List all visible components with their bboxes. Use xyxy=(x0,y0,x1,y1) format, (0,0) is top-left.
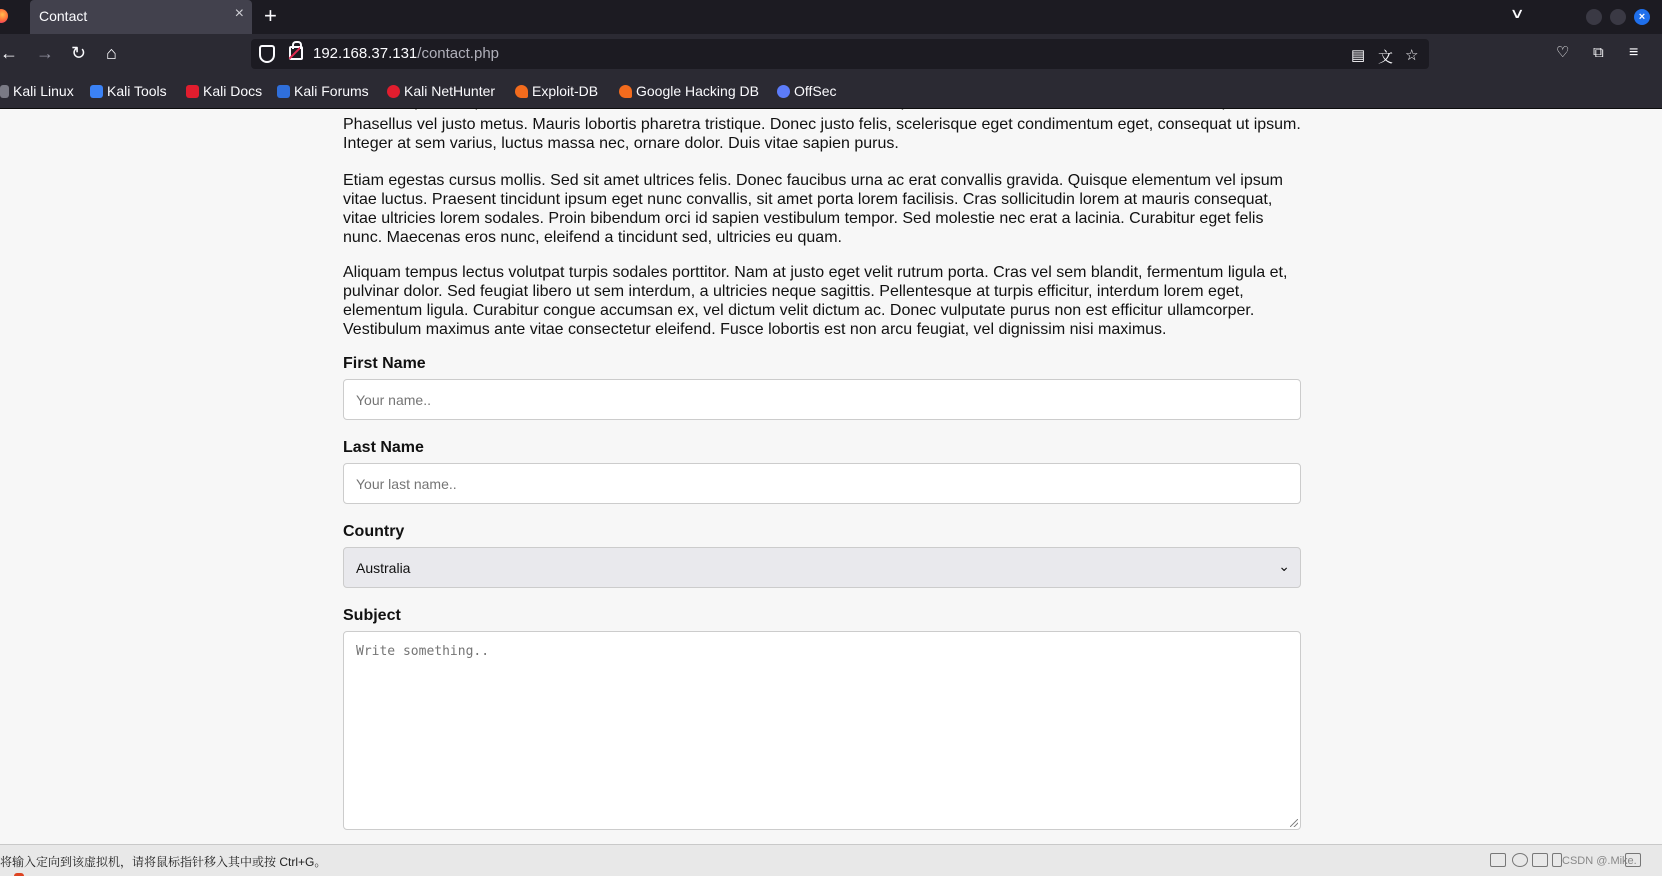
fullscreen-icon[interactable] xyxy=(1625,853,1641,867)
tab-bar xyxy=(0,0,1662,34)
address-bar[interactable] xyxy=(251,39,1429,69)
forward-arrow-icon[interactable]: → xyxy=(36,43,54,63)
paragraph-3: Aliquam tempus lectus volutpat turpis sodales porttitor. Nam at justo eget velit rutrum porta. Cras vel sem blandit, fermentum ligula et, pulvinar dolor. Sed feugiat libero ut sem interdum, a ultricies neque sagittis. Pellentesque at turpis efficitur, interdum lorem eget, elementum ligula. Curabitur congue accumsan ex, vel dictum velit dictum ac. Donec vulputate purus non est efficitur ullamcorper. Vestibulum maximus ante vitae consectetur eleifend. Fusce lobortis est non arcu feugiat, vel dignissim nisi maximus. xyxy=(343,264,1288,338)
first-name-input[interactable]: Your name.. xyxy=(343,379,1301,420)
last-name-input[interactable]: Your last name.. xyxy=(343,463,1301,504)
insecure-lock-icon[interactable] xyxy=(289,46,303,60)
bookmark-google-hacking-db[interactable]: Google Hacking DB xyxy=(619,83,759,99)
first-name-label: First Name xyxy=(343,355,426,372)
home-icon[interactable]: ⌂ xyxy=(106,43,117,63)
url-host: 192.168.37.131 xyxy=(313,45,418,62)
back-arrow-icon[interactable]: ← xyxy=(0,43,18,63)
list-all-tabs-icon[interactable]: ∨ xyxy=(1509,5,1525,21)
tab-title: Contact xyxy=(39,8,88,24)
pocket-icon[interactable]: ♡ xyxy=(1556,44,1570,61)
vm-status-message: 将输入定向到该虚拟机，请将鼠标指针移入其中或按 Ctrl+G。 xyxy=(0,855,327,869)
minimize-button[interactable] xyxy=(1586,9,1602,25)
bookmark-exploit-db[interactable]: Exploit-DB xyxy=(515,83,598,99)
bookmarks-toolbar xyxy=(0,74,1662,109)
maximize-button[interactable] xyxy=(1610,9,1626,25)
vm-status-bar xyxy=(0,844,1662,876)
subject-label: Subject xyxy=(343,607,401,624)
last-name-label: Last Name xyxy=(343,439,424,456)
navigation-bar xyxy=(0,34,1662,74)
chevron-down-icon: ⌄ xyxy=(1278,558,1290,574)
window-close-button[interactable]: × xyxy=(1634,9,1650,25)
page-viewport xyxy=(0,109,1662,844)
country-label: Country xyxy=(343,523,405,540)
subject-placeholder: Write something.. xyxy=(356,644,490,659)
exploit-db-icon xyxy=(515,85,528,98)
bookmark-star-icon[interactable]: ☆ xyxy=(1405,47,1419,64)
country-select[interactable] xyxy=(343,547,1301,588)
paragraph-1: Phasellus vel justo metus. Mauris lobortis pharetra tristique. Donec justo felis, scelerisque eget condimentum eget, consequat ut ipsum. Integer at sem varius, luctus massa nec, ornare dolor. Duis vitae sapien purus. xyxy=(343,116,1301,152)
subject-textarea[interactable] xyxy=(343,631,1301,830)
extensions-icon[interactable]: ⧉ xyxy=(1593,44,1604,61)
new-tab-button[interactable]: + xyxy=(264,3,277,28)
kali-forums-icon xyxy=(277,85,290,98)
translate-icon[interactable]: 文 xyxy=(1378,49,1394,66)
bookmark-kali-nethunter[interactable]: Kali NetHunter xyxy=(387,83,495,99)
firefox-logo-icon xyxy=(0,9,8,23)
disk-icon[interactable] xyxy=(1490,853,1506,867)
menu-hamburger-icon[interactable]: ≡ xyxy=(1629,44,1639,61)
audio-icon[interactable] xyxy=(1552,853,1562,867)
ghdb-icon xyxy=(619,85,632,98)
country-selected-value: Australia xyxy=(356,560,411,576)
partial-paragraph-line xyxy=(343,109,1303,111)
url-path: /contact.php xyxy=(417,45,500,62)
bookmark-offsec[interactable]: OffSec xyxy=(777,83,837,99)
tracking-protection-shield-icon[interactable] xyxy=(259,45,275,63)
reader-view-icon[interactable]: ▤ xyxy=(1351,47,1366,64)
bookmark-kali-forums[interactable]: Kali Forums xyxy=(277,83,369,99)
close-tab-icon[interactable]: × xyxy=(234,5,244,22)
url-text[interactable] xyxy=(313,45,499,62)
cd-icon[interactable] xyxy=(1512,853,1528,867)
tab-contact[interactable] xyxy=(30,0,252,34)
csdn-watermark: CSDN @.Mike. xyxy=(1562,855,1637,867)
nethunter-icon xyxy=(387,85,400,98)
bookmark-kali-linux[interactable]: Kali Linux xyxy=(0,83,74,99)
paragraph-2: Etiam egestas cursus mollis. Sed sit amet ultrices felis. Donec faucibus urna ac erat convallis gravida. Quisque elementum vel ipsum vitae luctus. Praesent tincidunt ipsum eget nunc convallis, sit amet porta lorem facilisis. Cras sollicitudin lorem at mauris consequat, vitae ultricies lorem sodales. Proin bibendum orci id sapien vestibulum tempor. Sed molestie nec erat a lacinia. Curabitur eget felis nunc. Maecenas eros nunc, eleifend a tincidunt sed, ultricies eu quam. xyxy=(343,172,1283,246)
reload-icon[interactable]: ↻ xyxy=(71,43,87,63)
bookmark-kali-tools[interactable]: Kali Tools xyxy=(90,83,167,99)
kali-docs-icon xyxy=(186,85,199,98)
kali-tools-icon xyxy=(90,85,103,98)
bookmark-kali-docs[interactable]: Kali Docs xyxy=(186,83,262,99)
resize-handle-icon[interactable] xyxy=(1290,819,1298,827)
network-icon[interactable] xyxy=(1532,853,1548,867)
kali-dragon-icon xyxy=(0,85,9,98)
offsec-icon xyxy=(777,85,790,98)
